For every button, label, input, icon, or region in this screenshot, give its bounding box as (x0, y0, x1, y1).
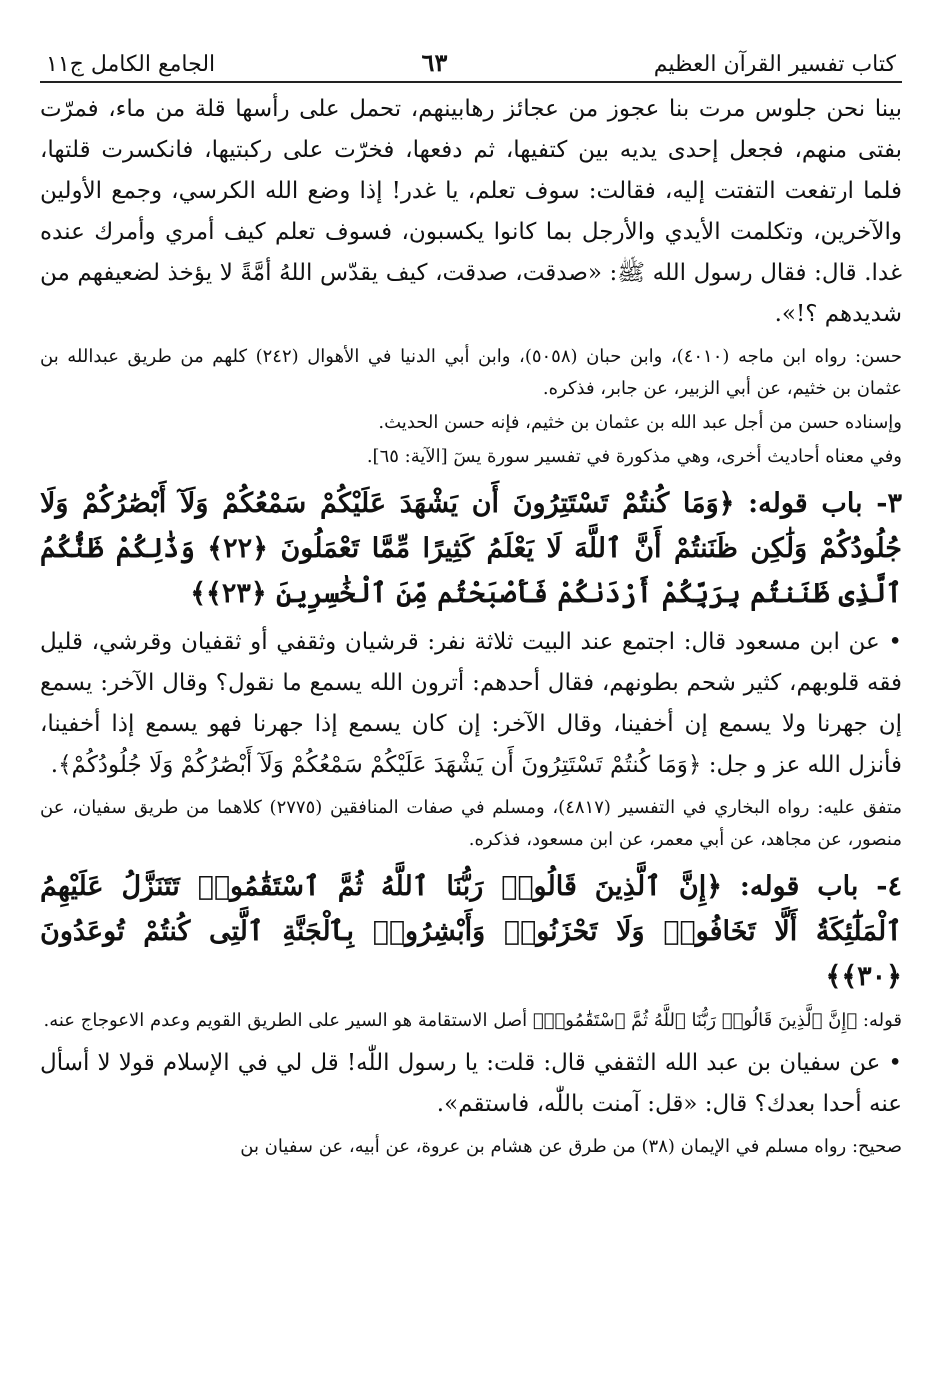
page-header (40, 48, 902, 83)
commentary-istiqama: قوله: ﴿إِنَّ ٱلَّذِينَ قَالُوا۟ رَبُّنَا ٱللَّهُ ثُمَّ ٱسْتَقَٰمُوا۟﴾ أصل الاستقامة هو السير على الطريق القويم وعدم الاعوجاج عنه. (43, 1010, 902, 1031)
volume-title: الجامع الكامل ج١١ (46, 52, 216, 77)
takhrij-note: حسن: رواه ابن ماجه (٤٠١٠)، وابن حبان (٥٠٥٨)، وابن أبي الدنيا في الأهوال (٢٤٢) كلهم من طريق عبدالله بن عثمان بن خثيم، عن أبي الزبير، عن جابر، فذكره. (40, 346, 902, 399)
page-number: ٦٣ (421, 48, 448, 77)
hadith-paragraph-continued: بينا نحن جلوس مرت بنا عجوز من عجائز رهابينهم، تحمل على رأسها قلة من ماء، فمرّت بفتى منهم، فجعل إحدى يديه بين كتفيها، ثم دفعها، فخرّت على ركبتيها، فانكسرت قلتها، فلما ارتفعت التفتت إليه، فقالت: سوف تعلم، يا غدر! إذا وضع الله الكرسي، وجمع الأولين والآخرين، وتكلمت الأيدي والأرجل بما كانوا يكسبون، فسوف تعلم كيف أمري وأمرك عنده غدا. قال: فقال رسول الله ﷺ: «صدقت، صدقت، كيف يقدّس اللهُ أمَّةً لا يؤخذ لضعيفهم من شديدهم ؟!». (40, 96, 902, 327)
book-page (40, 48, 902, 1163)
chapter-heading-3: ٣- باب قوله: ﴿وَمَا كُنتُمْ تَسْتَتِرُونَ أَن يَشْهَدَ عَلَيْكُمْ سَمْعُكُمْ وَلَآ أَبْصَٰرُكُمْ وَلَا جُلُودُكُمْ وَلَٰكِن ظَنَنتُمْ أَنَّ ٱللَّهَ لَا يَعْلَمُ كَثِيرًا مِّمَّا تَعْمَلُونَ ﴿٢٢﴾ وَذَٰلِكُمْ ظَنُّكُمُ ٱلَّذِى ظَنَنتُم بِرَبِّكُمْ أَرْدَىٰكُمْ فَأَصْبَحْتُم مِّنَ ٱلْخَٰسِرِينَ ﴿٢٣﴾﴾ (40, 488, 902, 609)
book-title: كتاب تفسير القرآن العظيم (653, 52, 896, 77)
takhrij-note-muttafaq: متفق عليه: رواه البخاري في التفسير (٤٨١٧)، ومسلم في صفات المنافقين (٢٧٧٥) كلاهما من طريق سفيان، عن منصور، عن مجاهد، عن أبي معمر، عن ابن مسعود، فذكره. (40, 797, 903, 850)
chapter-heading-4: ٤- باب قوله: ﴿إِنَّ ٱلَّذِينَ قَالُوا۟ رَبُّنَا ٱللَّهُ ثُمَّ ٱسْتَقَٰمُوا۟ تَتَنَزَّلُ عَلَيْهِمُ ٱلْمَلَٰٓئِكَةُ أَلَّا تَخَافُوا۟ وَلَا تَحْزَنُوا۟ وَأَبْشِرُوا۟ بِٱلْجَنَّةِ ٱلَّتِى كُنتُمْ تُوعَدُونَ ﴿٣٠﴾﴾ (40, 871, 902, 992)
hadith-paragraph-sufyan: • عن سفيان بن عبد الله الثقفي قال: قلت: يا رسول اللّٰه! قل لي في الإسلام قولا لا أسأل عنه أحدا بعدك؟ قال: «قل: آمنت باللّٰه، فاستقم». (40, 1050, 902, 1117)
isnad-note: وإسناده حسن من أجل عبد الله بن عثمان بن خثيم، فإنه حسن الحديث. (378, 412, 902, 433)
hadith-paragraph-ibn-masud: • عن ابن مسعود قال: اجتمع عند البيت ثلاثة نفر: قرشيان وثقفي أو ثقفيان وقرشي، قليل فقه قلوبهم، كثير شحم بطونهم، فقال أحدهم: أترون الله يسمع ما نقول؟ وقال الآخر: يسمع إن جهرنا ولا يسمع إن أخفينا، وقال الآخر: إن كان يسمع إذا جهرنا فهو يسمع إذا أخفينا، فأنزل الله عز و جل: ﴿وَمَا كُنتُمْ تَسْتَتِرُونَ أَن يَشْهَدَ عَلَيْكُمْ سَمْعُكُمْ وَلَآ أَبْصَٰرُكُمْ وَلَا جُلُودُكُمْ﴾. (40, 629, 902, 778)
related-note: وفي معناه أحاديث أخرى، وهي مذكورة في تفسير سورة يسٓ [الآية: ٦٥]. (366, 446, 902, 467)
takhrij-note-sahih: صحيح: رواه مسلم في الإيمان (٣٨) من طرق عن هشام بن عروة، عن أبيه، عن سفيان بن (240, 1136, 902, 1157)
